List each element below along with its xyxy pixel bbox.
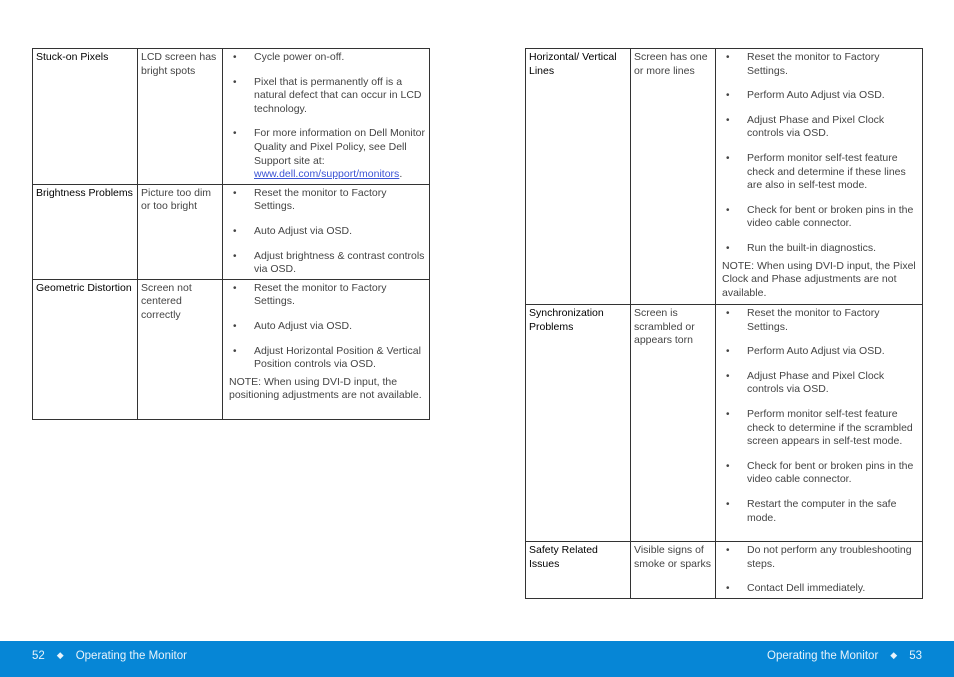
list-item: • For more information on Dell Monitor Quality and Pixel Policy, see Dell Support site at: www.dell.com/support/monitors. [233, 127, 425, 181]
note-text: NOTE: When using DVI-D input, the Pixel Clock and Phase adjustments are not available. [722, 259, 916, 299]
dell-support-link[interactable]: www.dell.com/support/monitors [254, 168, 400, 181]
bullet-icon: • [726, 90, 730, 102]
solution-list [226, 187, 426, 277]
list-item: • Adjust brightness & contrast controls via OSD. [233, 249, 425, 276]
table-row [526, 49, 923, 305]
footer-bar [0, 641, 954, 677]
list-item: • Pixel that is permanently off is a natural defect that can occur in LCD technology. [233, 75, 422, 115]
bullet-icon: • [726, 583, 730, 595]
list-item: • Perform Auto Adjust via OSD. [726, 345, 885, 358]
list-item: • Adjust Horizontal Position & Vertical Position controls via OSD. [233, 344, 421, 371]
problem-cell: Synchronization Problems [526, 305, 631, 542]
symptom-cell: Screen not centered correctly [138, 279, 223, 419]
symptom-cell: Screen is scrambled or appears torn [631, 305, 716, 542]
symptom-cell: Screen has one or more lines [631, 49, 716, 305]
table-row [33, 279, 430, 419]
symptom-cell: Picture too dim or too bright [138, 184, 223, 279]
list-item: • Adjust Phase and Pixel Clock controls via OSD. [726, 113, 885, 140]
problem-cell: Geometric Distortion [33, 279, 138, 419]
bullet-icon: • [233, 320, 237, 332]
list-item: • Do not perform any troubleshooting steps. [726, 544, 912, 570]
footer-section-title-right: Operating the Monitor [767, 650, 879, 662]
footer-left [32, 650, 187, 662]
bullet-icon: • [233, 128, 237, 140]
bullet-icon: • [233, 76, 237, 88]
bullet-icon: • [726, 370, 730, 382]
table-row [526, 542, 923, 599]
solution-cell [223, 184, 430, 279]
problem-cell: Stuck-on Pixels [33, 49, 138, 185]
list-item: • Contact Dell immediately. [726, 582, 866, 595]
list-item: • Restart the computer in the safe mode. [726, 497, 897, 524]
symptom-cell: Visible signs of smoke or sparks [631, 542, 716, 599]
solution-list [226, 282, 426, 372]
bullet-icon: • [726, 242, 730, 254]
bullet-icon: • [233, 250, 237, 262]
list-item: • Check for bent or broken pins in the video cable connector. [726, 203, 914, 230]
list-item: • Cycle power on-off. [233, 51, 345, 63]
list-item: • Adjust Phase and Pixel Clock controls via OSD. [726, 369, 885, 396]
bullet-icon: • [726, 460, 730, 472]
page-number-right: 53 [909, 650, 922, 662]
solution-cell [716, 305, 923, 542]
left-troubleshooting-table [32, 48, 430, 420]
table-row [526, 305, 923, 542]
footer-section-title-left: Operating the Monitor [75, 650, 187, 662]
list-item: • Reset the monitor to Factory Settings. [233, 186, 387, 213]
table-row [33, 49, 430, 185]
solution-cell [716, 542, 923, 599]
bullet-icon: • [726, 52, 730, 63]
problem-cell: Brightness Problems [33, 184, 138, 279]
bullet-icon: • [726, 346, 730, 358]
list-item: • Reset the monitor to Factory Settings. [726, 51, 880, 77]
solution-cell [223, 49, 430, 185]
solution-list [719, 307, 919, 525]
symptom-cell: LCD screen has bright spots [138, 49, 223, 185]
bullet-icon: • [233, 187, 237, 199]
bullet-icon: • [726, 545, 730, 556]
page-number-left: 52 [32, 650, 45, 662]
diamond-icon: ◆ [56, 650, 64, 660]
note-text: NOTE: When using DVI-D input, the positioning adjustments are not available. [229, 375, 422, 402]
bullet-icon: • [233, 345, 237, 357]
solution-list [719, 51, 919, 256]
list-item: • Auto Adjust via OSD. [233, 319, 353, 332]
bullet-icon: • [726, 408, 730, 420]
solution-cell [223, 279, 430, 419]
problem-cell: Safety Related Issues [526, 542, 631, 599]
bullet-icon: • [726, 204, 730, 216]
solution-list [226, 51, 426, 182]
table-row [33, 184, 430, 279]
list-item: • Reset the monitor to Factory Settings. [233, 281, 387, 308]
solution-cell [716, 49, 923, 305]
bullet-icon: • [233, 52, 237, 63]
list-item: • Perform monitor self-test feature check to determine if the scrambled screen appears in self-test mode. [726, 407, 913, 448]
problem-cell: Horizontal/ Vertical Lines [526, 49, 631, 305]
list-item: • Run the built-in diagnostics. [726, 241, 876, 254]
bullet-icon: • [726, 308, 730, 319]
list-item: • Check for bent or broken pins in the video cable connector. [726, 459, 914, 486]
bullet-icon: • [726, 498, 730, 510]
bullet-icon: • [726, 114, 730, 126]
list-item: • Auto Adjust via OSD. [233, 224, 353, 237]
footer-right [767, 650, 922, 662]
solution-list [719, 544, 919, 596]
list-item: • Reset the monitor to Factory Settings. [726, 307, 880, 333]
bullet-icon: • [233, 225, 237, 237]
bullet-icon: • [726, 152, 730, 164]
list-item: • Perform Auto Adjust via OSD. [726, 89, 885, 102]
right-troubleshooting-table [525, 48, 923, 599]
diamond-icon: ◆ [890, 650, 898, 660]
bullet-icon: • [233, 282, 237, 294]
list-item: • Perform monitor self-test feature check and determine if these lines are also in self-test mode. [726, 151, 906, 192]
